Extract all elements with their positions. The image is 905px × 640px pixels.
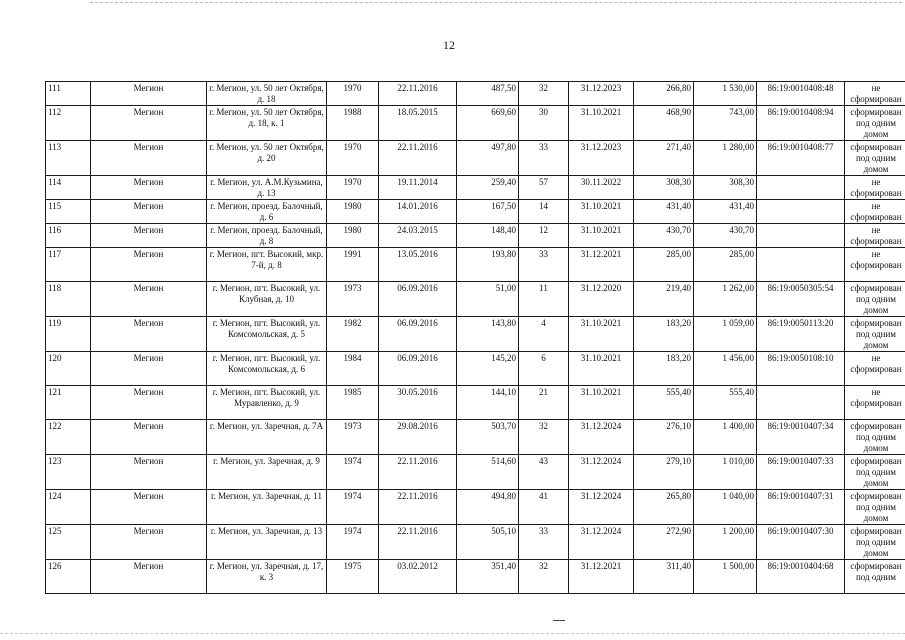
cell-cadastral: 86:19:0050305:54 bbox=[757, 282, 845, 317]
table-row bbox=[46, 455, 905, 490]
cell-cost-2: 285,00 bbox=[694, 248, 757, 282]
cell-date-survey: 22.11.2016 bbox=[379, 525, 457, 560]
cell-cost-2: 1 530,00 bbox=[694, 82, 757, 106]
cell-number: 124 bbox=[46, 490, 91, 525]
cell-year: 1982 bbox=[327, 317, 379, 352]
cell-cost-1: 219,40 bbox=[634, 282, 694, 317]
cell-count: 32 bbox=[519, 560, 569, 594]
cell-city: Мегион bbox=[91, 282, 207, 317]
cell-cadastral: 86:19:0010407:34 bbox=[757, 420, 845, 455]
cell-city: Мегион bbox=[91, 248, 207, 282]
page-number: 12 bbox=[443, 38, 455, 52]
cell-date-deadline: 31.12.2020 bbox=[569, 282, 634, 317]
cell-date-survey: 13.05.2016 bbox=[379, 248, 457, 282]
cell-number: 119 bbox=[46, 317, 91, 352]
cell-status: сформирован под одним домом bbox=[845, 455, 905, 490]
cell-cost-1: 271,40 bbox=[634, 141, 694, 176]
cell-date-deadline: 31.12.2024 bbox=[569, 455, 634, 490]
cell-date-deadline: 31.10.2021 bbox=[569, 200, 634, 224]
table-row bbox=[46, 560, 905, 594]
cell-status: сформирован под одним домом bbox=[845, 525, 905, 560]
cell-cost-1: 265,80 bbox=[634, 490, 694, 525]
cell-address: г. Мегион, пгт. Высокий, мкр. 7-й, д. 8 bbox=[207, 248, 327, 282]
cell-date-survey: 18.05.2015 bbox=[379, 106, 457, 141]
cell-city: Мегион bbox=[91, 224, 207, 248]
cell-cost-1: 272,90 bbox=[634, 525, 694, 560]
cell-address: г. Мегион, ул. А.М.Кузьмина, д. 13 bbox=[207, 176, 327, 200]
cell-address: г. Мегион, ул. Заречная, д. 9 bbox=[207, 455, 327, 490]
cell-year: 1988 bbox=[327, 106, 379, 141]
scan-bottom-border bbox=[0, 633, 905, 634]
cell-number: 114 bbox=[46, 176, 91, 200]
cell-city: Мегион bbox=[91, 455, 207, 490]
cell-count: 11 bbox=[519, 282, 569, 317]
cell-count: 57 bbox=[519, 176, 569, 200]
cell-number: 121 bbox=[46, 386, 91, 420]
cell-year: 1974 bbox=[327, 455, 379, 490]
table-row bbox=[46, 282, 905, 317]
cell-address: г. Мегион, ул. Заречная, д. 7А bbox=[207, 420, 327, 455]
cell-cost-2: 1 280,00 bbox=[694, 141, 757, 176]
table-row bbox=[46, 176, 905, 200]
cell-cadastral bbox=[757, 176, 845, 200]
cell-date-survey: 30.05.2016 bbox=[379, 386, 457, 420]
table-row bbox=[46, 141, 905, 176]
scan-mark bbox=[553, 620, 565, 621]
cell-cadastral bbox=[757, 248, 845, 282]
cell-year: 1970 bbox=[327, 141, 379, 176]
cell-year: 1980 bbox=[327, 200, 379, 224]
cell-cost-1: 183,20 bbox=[634, 352, 694, 386]
cell-date-survey: 22.11.2016 bbox=[379, 141, 457, 176]
cell-cadastral bbox=[757, 200, 845, 224]
cell-year: 1984 bbox=[327, 352, 379, 386]
table-row bbox=[46, 106, 905, 141]
cell-cost-2: 1 040,00 bbox=[694, 490, 757, 525]
cell-count: 6 bbox=[519, 352, 569, 386]
cell-date-deadline: 31.10.2021 bbox=[569, 386, 634, 420]
cell-city: Мегион bbox=[91, 141, 207, 176]
cell-date-survey: 24.03.2015 bbox=[379, 224, 457, 248]
cell-area: 497,80 bbox=[457, 141, 519, 176]
cell-status: сформирован под одним домом bbox=[845, 490, 905, 525]
cell-address: г. Мегион, проезд. Балочный, д. 8 bbox=[207, 224, 327, 248]
cell-cost-2: 1 456,00 bbox=[694, 352, 757, 386]
cell-number: 113 bbox=[46, 141, 91, 176]
cell-year: 1974 bbox=[327, 490, 379, 525]
cell-number: 123 bbox=[46, 455, 91, 490]
cell-date-survey: 03.02.2012 bbox=[379, 560, 457, 594]
cell-cadastral: 86:19:0010407:31 bbox=[757, 490, 845, 525]
cell-year: 1975 bbox=[327, 560, 379, 594]
cell-area: 193,80 bbox=[457, 248, 519, 282]
cell-date-deadline: 31.10.2021 bbox=[569, 352, 634, 386]
cell-cadastral: 86:19:0010408:48 bbox=[757, 82, 845, 106]
cell-city: Мегион bbox=[91, 106, 207, 141]
cell-date-survey: 29.08.2016 bbox=[379, 420, 457, 455]
cell-area: 503,70 bbox=[457, 420, 519, 455]
cell-date-deadline: 31.12.2023 bbox=[569, 82, 634, 106]
cell-city: Мегион bbox=[91, 386, 207, 420]
cell-cost-1: 468,90 bbox=[634, 106, 694, 141]
cell-date-deadline: 31.12.2024 bbox=[569, 525, 634, 560]
cell-area: 148,40 bbox=[457, 224, 519, 248]
cell-area: 514,60 bbox=[457, 455, 519, 490]
cell-number: 120 bbox=[46, 352, 91, 386]
cell-status: не сформирован bbox=[845, 176, 905, 200]
cell-number: 112 bbox=[46, 106, 91, 141]
cell-cadastral bbox=[757, 386, 845, 420]
cell-year: 1974 bbox=[327, 525, 379, 560]
table-row bbox=[46, 525, 905, 560]
table-body bbox=[46, 82, 905, 594]
cell-status: не сформирован bbox=[845, 82, 905, 106]
cell-cost-1: 276,10 bbox=[634, 420, 694, 455]
table-row bbox=[46, 224, 905, 248]
cell-cost-1: 183,20 bbox=[634, 317, 694, 352]
cell-cadastral: 86:19:0050113:20 bbox=[757, 317, 845, 352]
housing-table bbox=[45, 81, 905, 594]
cell-count: 21 bbox=[519, 386, 569, 420]
scan-top-border bbox=[90, 2, 902, 3]
cell-year: 1973 bbox=[327, 420, 379, 455]
cell-area: 51,00 bbox=[457, 282, 519, 317]
cell-count: 4 bbox=[519, 317, 569, 352]
cell-number: 118 bbox=[46, 282, 91, 317]
cell-address: г. Мегион, пгт. Высокий, ул. Клубная, д. 10 bbox=[207, 282, 327, 317]
cell-status: не сформирован bbox=[845, 200, 905, 224]
cell-date-survey: 14.01.2016 bbox=[379, 200, 457, 224]
cell-address: г. Мегион, пгт. Высокий, ул. Комсомольская, д. 5 bbox=[207, 317, 327, 352]
cell-cost-1: 266,80 bbox=[634, 82, 694, 106]
cell-status: не сформирован bbox=[845, 224, 905, 248]
cell-cadastral: 86:19:0010407:33 bbox=[757, 455, 845, 490]
cell-count: 33 bbox=[519, 141, 569, 176]
cell-area: 259,40 bbox=[457, 176, 519, 200]
table-row bbox=[46, 420, 905, 455]
cell-count: 14 bbox=[519, 200, 569, 224]
cell-date-survey: 22.11.2016 bbox=[379, 490, 457, 525]
cell-address: г. Мегион, проезд. Балочный, д. 6 bbox=[207, 200, 327, 224]
table-row bbox=[46, 386, 905, 420]
cell-area: 144,10 bbox=[457, 386, 519, 420]
cell-status: не сформирован bbox=[845, 352, 905, 386]
cell-status: не сформирован bbox=[845, 386, 905, 420]
cell-area: 669,60 bbox=[457, 106, 519, 141]
cell-address: г. Мегион, пгт. Высокий, ул. Комсомольская, д. 6 bbox=[207, 352, 327, 386]
cell-date-deadline: 31.12.2024 bbox=[569, 490, 634, 525]
cell-cadastral: 86:19:0010404:68 bbox=[757, 560, 845, 594]
cell-date-survey: 06.09.2016 bbox=[379, 282, 457, 317]
cell-number: 116 bbox=[46, 224, 91, 248]
cell-cost-2: 308,30 bbox=[694, 176, 757, 200]
cell-number: 125 bbox=[46, 525, 91, 560]
cell-date-survey: 22.11.2016 bbox=[379, 82, 457, 106]
cell-cost-1: 311,40 bbox=[634, 560, 694, 594]
cell-count: 33 bbox=[519, 248, 569, 282]
cell-address: г. Мегион, пгт. Высокий, ул. Муравленко, д. 9 bbox=[207, 386, 327, 420]
cell-cost-1: 308,30 bbox=[634, 176, 694, 200]
cell-area: 494,80 bbox=[457, 490, 519, 525]
cell-status: сформирован под одним домом bbox=[845, 106, 905, 141]
cell-cost-1: 279,10 bbox=[634, 455, 694, 490]
cell-year: 1973 bbox=[327, 282, 379, 317]
cell-city: Мегион bbox=[91, 560, 207, 594]
table-row bbox=[46, 317, 905, 352]
cell-area: 167,50 bbox=[457, 200, 519, 224]
cell-cadastral bbox=[757, 224, 845, 248]
cell-count: 12 bbox=[519, 224, 569, 248]
cell-cost-1: 430,70 bbox=[634, 224, 694, 248]
cell-date-deadline: 31.12.2023 bbox=[569, 141, 634, 176]
cell-date-survey: 06.09.2016 bbox=[379, 352, 457, 386]
cell-year: 1980 bbox=[327, 224, 379, 248]
cell-year: 1991 bbox=[327, 248, 379, 282]
cell-city: Мегион bbox=[91, 420, 207, 455]
cell-address: г. Мегион, ул. Заречная, д. 13 bbox=[207, 525, 327, 560]
table-row bbox=[46, 490, 905, 525]
cell-city: Мегион bbox=[91, 525, 207, 560]
table-row bbox=[46, 248, 905, 282]
cell-city: Мегион bbox=[91, 200, 207, 224]
table-row bbox=[46, 200, 905, 224]
cell-cost-2: 743,00 bbox=[694, 106, 757, 141]
cell-address: г. Мегион, ул. 50 лет Октября, д. 18 bbox=[207, 82, 327, 106]
cell-cost-1: 555,40 bbox=[634, 386, 694, 420]
cell-area: 487,50 bbox=[457, 82, 519, 106]
cell-cost-2: 1 500,00 bbox=[694, 560, 757, 594]
cell-number: 115 bbox=[46, 200, 91, 224]
cell-date-survey: 22.11.2016 bbox=[379, 455, 457, 490]
cell-address: г. Мегион, ул. Заречная, д. 17, к. 3 bbox=[207, 560, 327, 594]
cell-date-deadline: 31.10.2021 bbox=[569, 224, 634, 248]
cell-count: 43 bbox=[519, 455, 569, 490]
cell-status: сформирован под одним домом bbox=[845, 317, 905, 352]
cell-cadastral: 86:19:0010407:30 bbox=[757, 525, 845, 560]
cell-status: сформирован под одним домом bbox=[845, 282, 905, 317]
cell-cadastral: 86:19:0010408:77 bbox=[757, 141, 845, 176]
cell-status: сформирован под одним bbox=[845, 560, 905, 594]
cell-city: Мегион bbox=[91, 82, 207, 106]
cell-cost-2: 1 262,00 bbox=[694, 282, 757, 317]
cell-count: 30 bbox=[519, 106, 569, 141]
cell-count: 41 bbox=[519, 490, 569, 525]
cell-number: 122 bbox=[46, 420, 91, 455]
cell-date-deadline: 31.10.2021 bbox=[569, 317, 634, 352]
cell-number: 111 bbox=[46, 82, 91, 106]
cell-address: г. Мегион, ул. Заречная, д. 11 bbox=[207, 490, 327, 525]
cell-cost-1: 431,40 bbox=[634, 200, 694, 224]
cell-date-deadline: 31.12.2021 bbox=[569, 560, 634, 594]
cell-cost-2: 431,40 bbox=[694, 200, 757, 224]
cell-area: 143,80 bbox=[457, 317, 519, 352]
cell-date-survey: 06.09.2016 bbox=[379, 317, 457, 352]
cell-year: 1970 bbox=[327, 176, 379, 200]
table-row bbox=[46, 82, 905, 106]
cell-count: 32 bbox=[519, 420, 569, 455]
cell-status: сформирован под одним домом bbox=[845, 420, 905, 455]
cell-cost-2: 1 059,00 bbox=[694, 317, 757, 352]
cell-date-deadline: 31.12.2024 bbox=[569, 420, 634, 455]
cell-date-deadline: 31.12.2021 bbox=[569, 248, 634, 282]
cell-status: сформирован под одним домом bbox=[845, 141, 905, 176]
cell-cost-1: 285,00 bbox=[634, 248, 694, 282]
cell-cost-2: 430,70 bbox=[694, 224, 757, 248]
cell-address: г. Мегион, ул. 50 лет Октября, д. 18, к. 1 bbox=[207, 106, 327, 141]
cell-area: 505,10 bbox=[457, 525, 519, 560]
cell-cadastral: 86:19:0050108:10 bbox=[757, 352, 845, 386]
cell-area: 351,40 bbox=[457, 560, 519, 594]
cell-count: 32 bbox=[519, 82, 569, 106]
cell-number: 126 bbox=[46, 560, 91, 594]
cell-city: Мегион bbox=[91, 490, 207, 525]
cell-address: г. Мегион, ул. 50 лет Октября, д. 20 bbox=[207, 141, 327, 176]
cell-city: Мегион bbox=[91, 176, 207, 200]
cell-year: 1970 bbox=[327, 82, 379, 106]
cell-cost-2: 555,40 bbox=[694, 386, 757, 420]
cell-status: не сформирован bbox=[845, 248, 905, 282]
cell-date-deadline: 30.11.2022 bbox=[569, 176, 634, 200]
cell-area: 145,20 bbox=[457, 352, 519, 386]
cell-number: 117 bbox=[46, 248, 91, 282]
cell-cadastral: 86:19:0010408:94 bbox=[757, 106, 845, 141]
cell-city: Мегион bbox=[91, 352, 207, 386]
cell-cost-2: 1 200,00 bbox=[694, 525, 757, 560]
cell-city: Мегион bbox=[91, 317, 207, 352]
table-row bbox=[46, 352, 905, 386]
cell-cost-2: 1 400,00 bbox=[694, 420, 757, 455]
cell-date-survey: 19.11.2014 bbox=[379, 176, 457, 200]
cell-date-deadline: 31.10.2021 bbox=[569, 106, 634, 141]
cell-count: 33 bbox=[519, 525, 569, 560]
cell-year: 1985 bbox=[327, 386, 379, 420]
cell-cost-2: 1 010,00 bbox=[694, 455, 757, 490]
